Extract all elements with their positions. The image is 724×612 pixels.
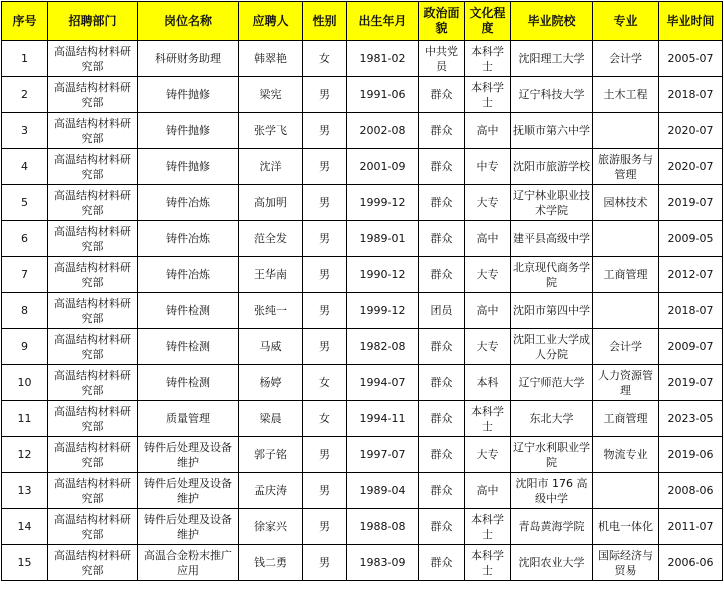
cell-school: 北京现代商务学院 [511, 257, 593, 293]
cell-department: 高温结构材料研究部 [48, 365, 138, 401]
cell-department: 高温结构材料研究部 [48, 257, 138, 293]
cell-applicant: 梁宪 [239, 77, 303, 113]
cell-department: 高温结构材料研究部 [48, 437, 138, 473]
table-row [2, 473, 723, 509]
cell-major [593, 473, 659, 509]
cell-position: 铸件抛修 [138, 77, 239, 113]
cell-major: 园林技术 [593, 185, 659, 221]
cell-school: 辽宁科技大学 [511, 77, 593, 113]
cell-applicant: 张学飞 [239, 113, 303, 149]
cell-graduation: 2019-07 [659, 185, 723, 221]
cell-gender: 男 [303, 437, 347, 473]
cell-index: 12 [2, 437, 48, 473]
cell-birth: 2001-09 [347, 149, 419, 185]
cell-applicant: 王华南 [239, 257, 303, 293]
cell-education: 高中 [465, 221, 511, 257]
cell-political: 群众 [419, 77, 465, 113]
cell-position: 铸件冶炼 [138, 185, 239, 221]
cell-applicant: 钱二勇 [239, 545, 303, 581]
cell-gender: 男 [303, 509, 347, 545]
cell-political: 群众 [419, 221, 465, 257]
cell-position: 铸件检测 [138, 293, 239, 329]
cell-graduation: 2018-07 [659, 77, 723, 113]
table-row [2, 221, 723, 257]
cell-school: 沈阳市第四中学 [511, 293, 593, 329]
cell-political: 团员 [419, 293, 465, 329]
cell-education: 大专 [465, 329, 511, 365]
header-major: 专业 [593, 2, 659, 41]
cell-applicant: 高加明 [239, 185, 303, 221]
cell-birth: 1999-12 [347, 185, 419, 221]
cell-index: 2 [2, 77, 48, 113]
cell-department: 高温结构材料研究部 [48, 509, 138, 545]
cell-department: 高温结构材料研究部 [48, 473, 138, 509]
cell-birth: 1989-01 [347, 221, 419, 257]
cell-applicant: 杨婷 [239, 365, 303, 401]
cell-position: 铸件抛修 [138, 149, 239, 185]
cell-position: 铸件后处理及设备维护 [138, 473, 239, 509]
cell-department: 高温结构材料研究部 [48, 77, 138, 113]
header-department: 招聘部门 [48, 2, 138, 41]
cell-department: 高温结构材料研究部 [48, 149, 138, 185]
cell-school: 沈阳市 176 高级中学 [511, 473, 593, 509]
cell-school: 抚顺市第六中学 [511, 113, 593, 149]
cell-major: 旅游服务与管理 [593, 149, 659, 185]
cell-department: 高温结构材料研究部 [48, 41, 138, 77]
cell-graduation: 2008-06 [659, 473, 723, 509]
table-row [2, 149, 723, 185]
header-graduation: 毕业时间 [659, 2, 723, 41]
cell-major [593, 221, 659, 257]
cell-position: 铸件冶炼 [138, 257, 239, 293]
cell-department: 高温结构材料研究部 [48, 113, 138, 149]
header-birth: 出生年月 [347, 2, 419, 41]
cell-index: 11 [2, 401, 48, 437]
cell-school: 沈阳理工大学 [511, 41, 593, 77]
cell-graduation: 2006-06 [659, 545, 723, 581]
cell-gender: 女 [303, 401, 347, 437]
cell-school: 辽宁林业职业技术学院 [511, 185, 593, 221]
header-row [2, 2, 723, 41]
cell-department: 高温结构材料研究部 [48, 293, 138, 329]
cell-education: 本科 [465, 365, 511, 401]
header-education: 文化程度 [465, 2, 511, 41]
cell-education: 中专 [465, 149, 511, 185]
cell-birth: 1981-02 [347, 41, 419, 77]
cell-graduation: 2009-05 [659, 221, 723, 257]
cell-index: 9 [2, 329, 48, 365]
header-gender: 性别 [303, 2, 347, 41]
cell-gender: 男 [303, 113, 347, 149]
cell-position: 铸件冶炼 [138, 221, 239, 257]
table-row [2, 113, 723, 149]
cell-index: 5 [2, 185, 48, 221]
cell-index: 4 [2, 149, 48, 185]
cell-department: 高温结构材料研究部 [48, 185, 138, 221]
cell-birth: 1983-09 [347, 545, 419, 581]
table-row [2, 41, 723, 77]
cell-political: 群众 [419, 545, 465, 581]
cell-index: 1 [2, 41, 48, 77]
cell-gender: 男 [303, 545, 347, 581]
cell-applicant: 沈洋 [239, 149, 303, 185]
cell-graduation: 2023-05 [659, 401, 723, 437]
cell-political: 群众 [419, 113, 465, 149]
header-index: 序号 [2, 2, 48, 41]
header-political: 政治面貌 [419, 2, 465, 41]
cell-school: 沈阳市旅游学校 [511, 149, 593, 185]
cell-major: 机电一体化 [593, 509, 659, 545]
cell-school: 东北大学 [511, 401, 593, 437]
cell-major: 会计学 [593, 329, 659, 365]
cell-applicant: 孟庆涛 [239, 473, 303, 509]
cell-education: 高中 [465, 293, 511, 329]
cell-school: 建平县高级中学 [511, 221, 593, 257]
cell-education: 大专 [465, 257, 511, 293]
cell-political: 群众 [419, 401, 465, 437]
cell-major: 土木工程 [593, 77, 659, 113]
cell-index: 3 [2, 113, 48, 149]
table-row [2, 365, 723, 401]
cell-position: 质量管理 [138, 401, 239, 437]
cell-major: 国际经济与贸易 [593, 545, 659, 581]
table-row [2, 77, 723, 113]
cell-birth: 1991-06 [347, 77, 419, 113]
cell-gender: 男 [303, 185, 347, 221]
cell-applicant: 范全发 [239, 221, 303, 257]
table-row [2, 329, 723, 365]
cell-major [593, 293, 659, 329]
cell-gender: 男 [303, 473, 347, 509]
cell-position: 铸件后处理及设备维护 [138, 437, 239, 473]
cell-index: 6 [2, 221, 48, 257]
cell-graduation: 2011-07 [659, 509, 723, 545]
cell-political: 群众 [419, 149, 465, 185]
header-position: 岗位名称 [138, 2, 239, 41]
cell-applicant: 梁晨 [239, 401, 303, 437]
cell-gender: 男 [303, 221, 347, 257]
cell-birth: 1982-08 [347, 329, 419, 365]
cell-education: 大专 [465, 437, 511, 473]
cell-major: 会计学 [593, 41, 659, 77]
header-applicant: 应聘人 [239, 2, 303, 41]
cell-graduation: 2019-06 [659, 437, 723, 473]
cell-birth: 1994-07 [347, 365, 419, 401]
cell-gender: 男 [303, 77, 347, 113]
cell-political: 群众 [419, 365, 465, 401]
cell-education: 大专 [465, 185, 511, 221]
cell-position: 铸件检测 [138, 329, 239, 365]
cell-applicant: 马威 [239, 329, 303, 365]
cell-major: 人力资源管理 [593, 365, 659, 401]
table-row [2, 509, 723, 545]
table-row [2, 437, 723, 473]
cell-education: 本科学士 [465, 545, 511, 581]
cell-index: 15 [2, 545, 48, 581]
table-row [2, 545, 723, 581]
cell-index: 13 [2, 473, 48, 509]
cell-major [593, 113, 659, 149]
cell-political: 群众 [419, 437, 465, 473]
cell-school: 沈阳农业大学 [511, 545, 593, 581]
table-row [2, 257, 723, 293]
cell-political: 群众 [419, 509, 465, 545]
cell-gender: 女 [303, 41, 347, 77]
cell-political: 中共党员 [419, 41, 465, 77]
cell-political: 群众 [419, 329, 465, 365]
cell-major: 物流专业 [593, 437, 659, 473]
cell-birth: 2002-08 [347, 113, 419, 149]
cell-graduation: 2020-07 [659, 149, 723, 185]
table-row [2, 293, 723, 329]
recruitment-table [1, 1, 723, 581]
cell-index: 14 [2, 509, 48, 545]
cell-school: 辽宁水利职业学院 [511, 437, 593, 473]
cell-school: 辽宁师范大学 [511, 365, 593, 401]
cell-applicant: 郭子铭 [239, 437, 303, 473]
cell-graduation: 2018-07 [659, 293, 723, 329]
cell-department: 高温结构材料研究部 [48, 401, 138, 437]
cell-political: 群众 [419, 473, 465, 509]
cell-political: 群众 [419, 257, 465, 293]
cell-political: 群众 [419, 185, 465, 221]
cell-gender: 男 [303, 293, 347, 329]
cell-applicant: 张纯一 [239, 293, 303, 329]
cell-department: 高温结构材料研究部 [48, 329, 138, 365]
cell-department: 高温结构材料研究部 [48, 221, 138, 257]
header-school: 毕业院校 [511, 2, 593, 41]
cell-index: 7 [2, 257, 48, 293]
cell-position: 铸件后处理及设备维护 [138, 509, 239, 545]
cell-education: 本科学士 [465, 77, 511, 113]
cell-birth: 1988-08 [347, 509, 419, 545]
cell-birth: 1989-04 [347, 473, 419, 509]
cell-education: 本科学士 [465, 509, 511, 545]
cell-graduation: 2005-07 [659, 41, 723, 77]
cell-graduation: 2019-07 [659, 365, 723, 401]
cell-applicant: 徐家兴 [239, 509, 303, 545]
cell-school: 沈阳工业大学成人分院 [511, 329, 593, 365]
cell-education: 高中 [465, 113, 511, 149]
cell-gender: 男 [303, 257, 347, 293]
cell-birth: 1997-07 [347, 437, 419, 473]
table-row [2, 185, 723, 221]
cell-index: 8 [2, 293, 48, 329]
cell-education: 高中 [465, 473, 511, 509]
cell-birth: 1994-11 [347, 401, 419, 437]
cell-education: 本科学士 [465, 41, 511, 77]
cell-gender: 男 [303, 329, 347, 365]
cell-graduation: 2012-07 [659, 257, 723, 293]
cell-graduation: 2020-07 [659, 113, 723, 149]
cell-applicant: 韩翠艳 [239, 41, 303, 77]
cell-gender: 女 [303, 365, 347, 401]
cell-graduation: 2009-07 [659, 329, 723, 365]
cell-position: 铸件检测 [138, 365, 239, 401]
cell-position: 铸件抛修 [138, 113, 239, 149]
cell-birth: 1999-12 [347, 293, 419, 329]
cell-gender: 男 [303, 149, 347, 185]
cell-department: 高温结构材料研究部 [48, 545, 138, 581]
cell-major: 工商管理 [593, 257, 659, 293]
cell-school: 青岛黄海学院 [511, 509, 593, 545]
table-row [2, 401, 723, 437]
cell-education: 本科学士 [465, 401, 511, 437]
cell-major: 工商管理 [593, 401, 659, 437]
cell-position: 科研财务助理 [138, 41, 239, 77]
cell-position: 高温合金粉末推广应用 [138, 545, 239, 581]
cell-birth: 1990-12 [347, 257, 419, 293]
cell-index: 10 [2, 365, 48, 401]
